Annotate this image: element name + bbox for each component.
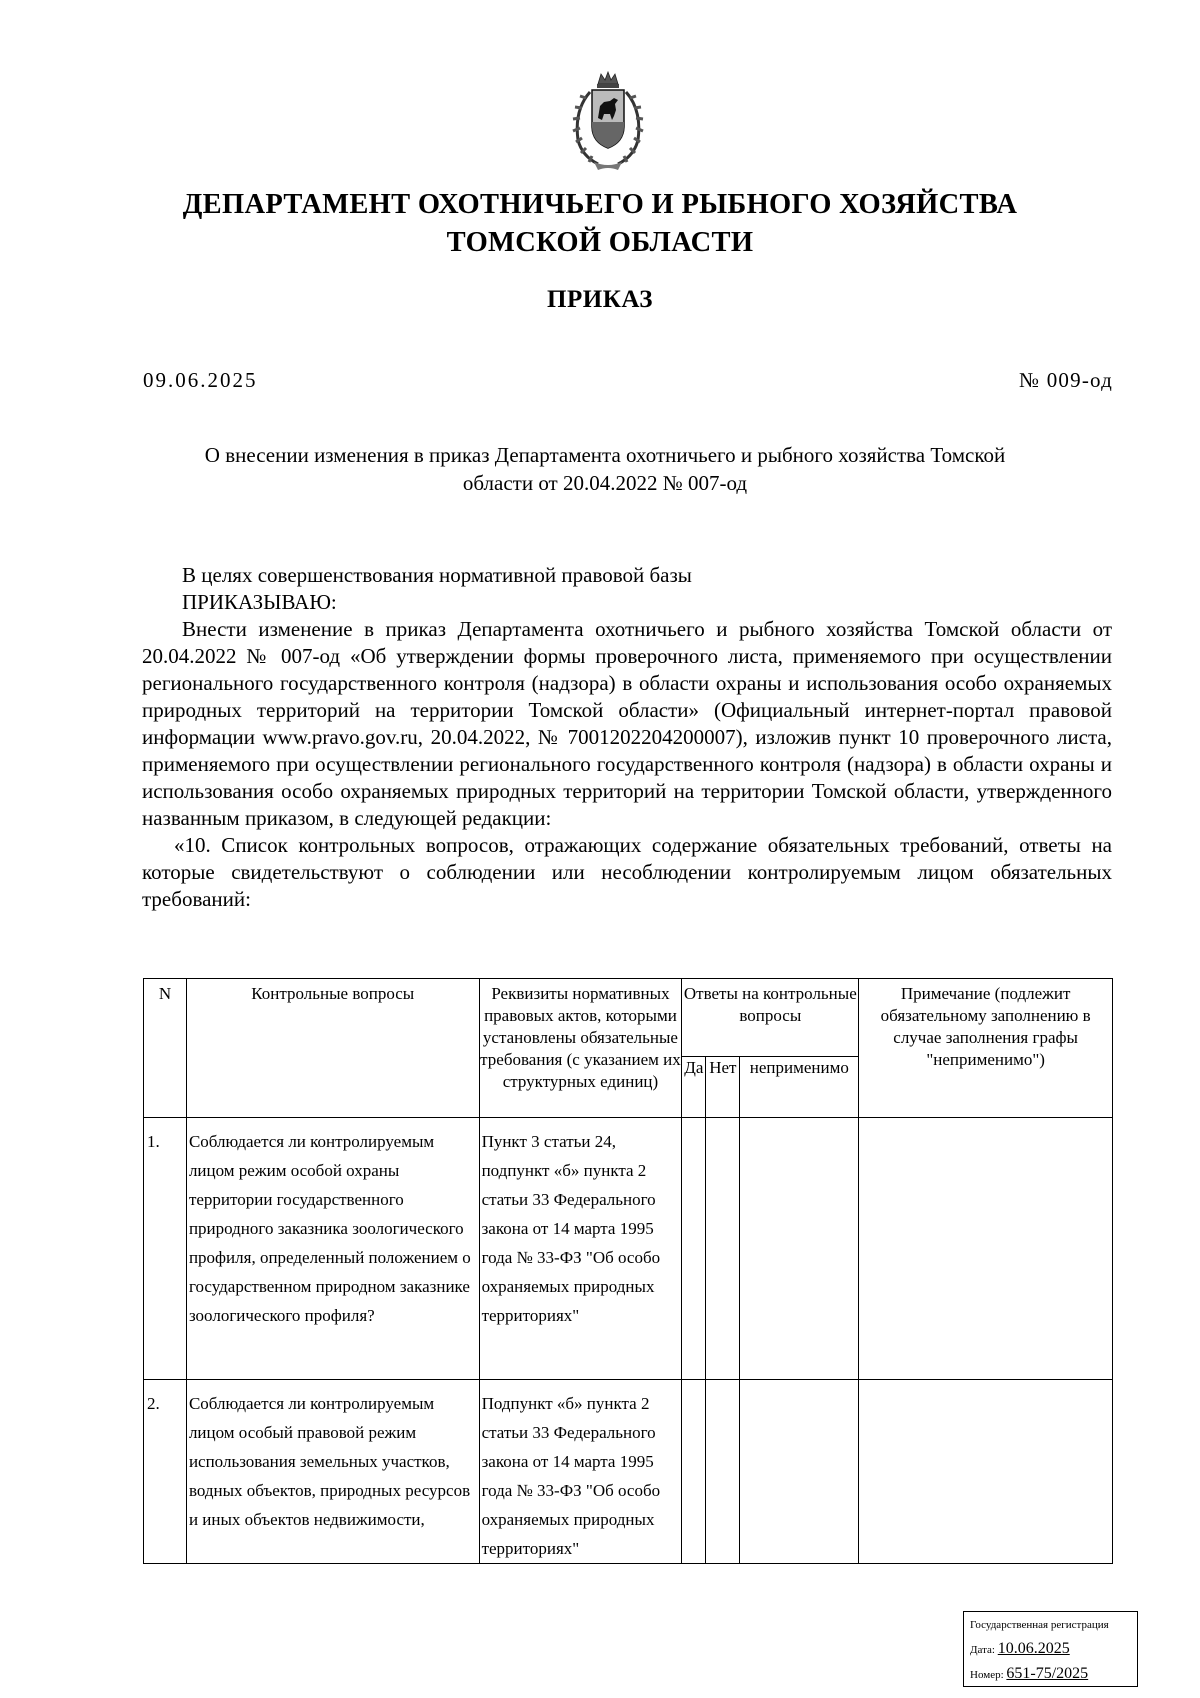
row-note[interactable] [859, 1380, 1113, 1564]
row-answer-no[interactable] [706, 1380, 740, 1564]
document-number: № 009-од [1019, 368, 1113, 392]
table-row [144, 1380, 1113, 1564]
header-n: N [144, 979, 187, 1118]
table-row [144, 1118, 1113, 1380]
row-note[interactable] [859, 1118, 1113, 1380]
stamp-date-label: Дата: [970, 1644, 995, 1656]
registration-stamp [963, 1611, 1138, 1687]
document-date: 09.06.2025 [143, 368, 258, 392]
body-paragraph-purpose: В целях совершенствования нормативной правовой базы [182, 563, 692, 587]
header-no: Нет [706, 1057, 740, 1118]
header-questions: Контрольные вопросы [186, 979, 479, 1118]
row-answer-na[interactable] [740, 1118, 859, 1380]
row-answer-no[interactable] [706, 1118, 740, 1380]
organization-name [0, 186, 1200, 262]
header-note: Примечание (подлежит обязательному заполнению в случае заполнения графы "неприменимо") [859, 979, 1113, 1118]
row-requisites: Подпункт «б» пункта 2 статьи 33 Федерального закона от 14 марта 1995 года № 33-ФЗ "Об особо охраняемых природных территориях" [479, 1380, 682, 1564]
row-question: Соблюдается ли контролируемым лицом особый правовой режим использования земельных участков, водных объектов, природных ресурсов и иных объектов недвижимости, [186, 1380, 479, 1564]
stamp-date-value: 10.06.2025 [997, 1640, 1070, 1657]
subject-line-2: области от 20.04.2022 № 007-од [462, 471, 748, 495]
row-requisites: Пункт 3 статьи 24, подпункт «б» пункта 2 статьи 33 Федерального закона от 14 марта 1995 года № 33-ФЗ "Об особо охраняемых природных территориях" [479, 1118, 682, 1380]
subject-line-1: О внесении изменения в приказ Департамента охотничьего и рыбного хозяйства Томской [204, 443, 1006, 467]
header-answers: Ответы на контрольные вопросы [682, 979, 859, 1057]
document-type: ПРИКАЗ [547, 286, 653, 313]
organization-line-2: ТОМСКОЙ ОБЛАСТИ [446, 227, 754, 258]
stamp-number-label: Номер: [970, 1669, 1004, 1681]
body-paragraph-item-10: «10. Список контрольных вопросов, отражающих содержание обязательных требований, ответы на которые свидетельствуют о соблюдении или несоблюдении контролируемым лицом обязательных требований: [142, 833, 1112, 911]
row-question: Соблюдается ли контролируемым лицом режим особой охраны территории государственного природного заказника зоологического профиля, определенный положением о государственном природном заказнике зоологического профиля? [186, 1118, 479, 1380]
row-answer-na[interactable] [740, 1380, 859, 1564]
row-answer-yes[interactable] [682, 1380, 706, 1564]
body-paragraph-amendment: Внести изменение в приказ Департамента охотничьего и рыбного хозяйства Томской области от 20.04.2022 № 007-од «Об утверждении формы проверочного листа, применяемого при осуществлении регионального государственного контроля (надзора) в области охраны и использования особо охраняемых природных территорий на территории Томской области» (Официальный интернет-портал правовой информации www.pravo.gov.ru, 20.04.2022, № 7001202204200007), изложив пункт 10 проверочного листа, применяемого при осуществлении регионального государственного контроля (надзора) в области охраны и использования особо охраняемых природных территорий на территории Томской области, утвержденного названным приказом, в следующей редакции: [142, 617, 1112, 830]
body-paragraph-order: ПРИКАЗЫВАЮ: [182, 590, 337, 614]
organization-line-1: ДЕПАРТАМЕНТ ОХОТНИЧЬЕГО И РЫБНОГО ХОЗЯЙСТВА [182, 189, 1018, 220]
header-requisites: Реквизиты нормативных правовых актов, которыми установлены обязательные требования (с указанием их структурных единиц) [479, 979, 682, 1118]
stamp-number-line [970, 1662, 1131, 1687]
document-subject [130, 441, 1080, 497]
row-number: 2. [144, 1380, 187, 1564]
header-na: неприменимо [740, 1057, 859, 1118]
header-yes: Да [682, 1057, 706, 1118]
stamp-number-value: 651-75/2025 [1006, 1665, 1089, 1682]
row-answer-yes[interactable] [682, 1118, 706, 1380]
stamp-date-line [970, 1637, 1131, 1662]
table-header-row [144, 979, 1113, 1057]
control-questions-table [143, 978, 1113, 1564]
tomsk-coat-of-arms-icon [568, 70, 648, 172]
row-number: 1. [144, 1118, 187, 1380]
stamp-title: Государственная регистрация [970, 1619, 1109, 1631]
document-body [142, 562, 1112, 913]
